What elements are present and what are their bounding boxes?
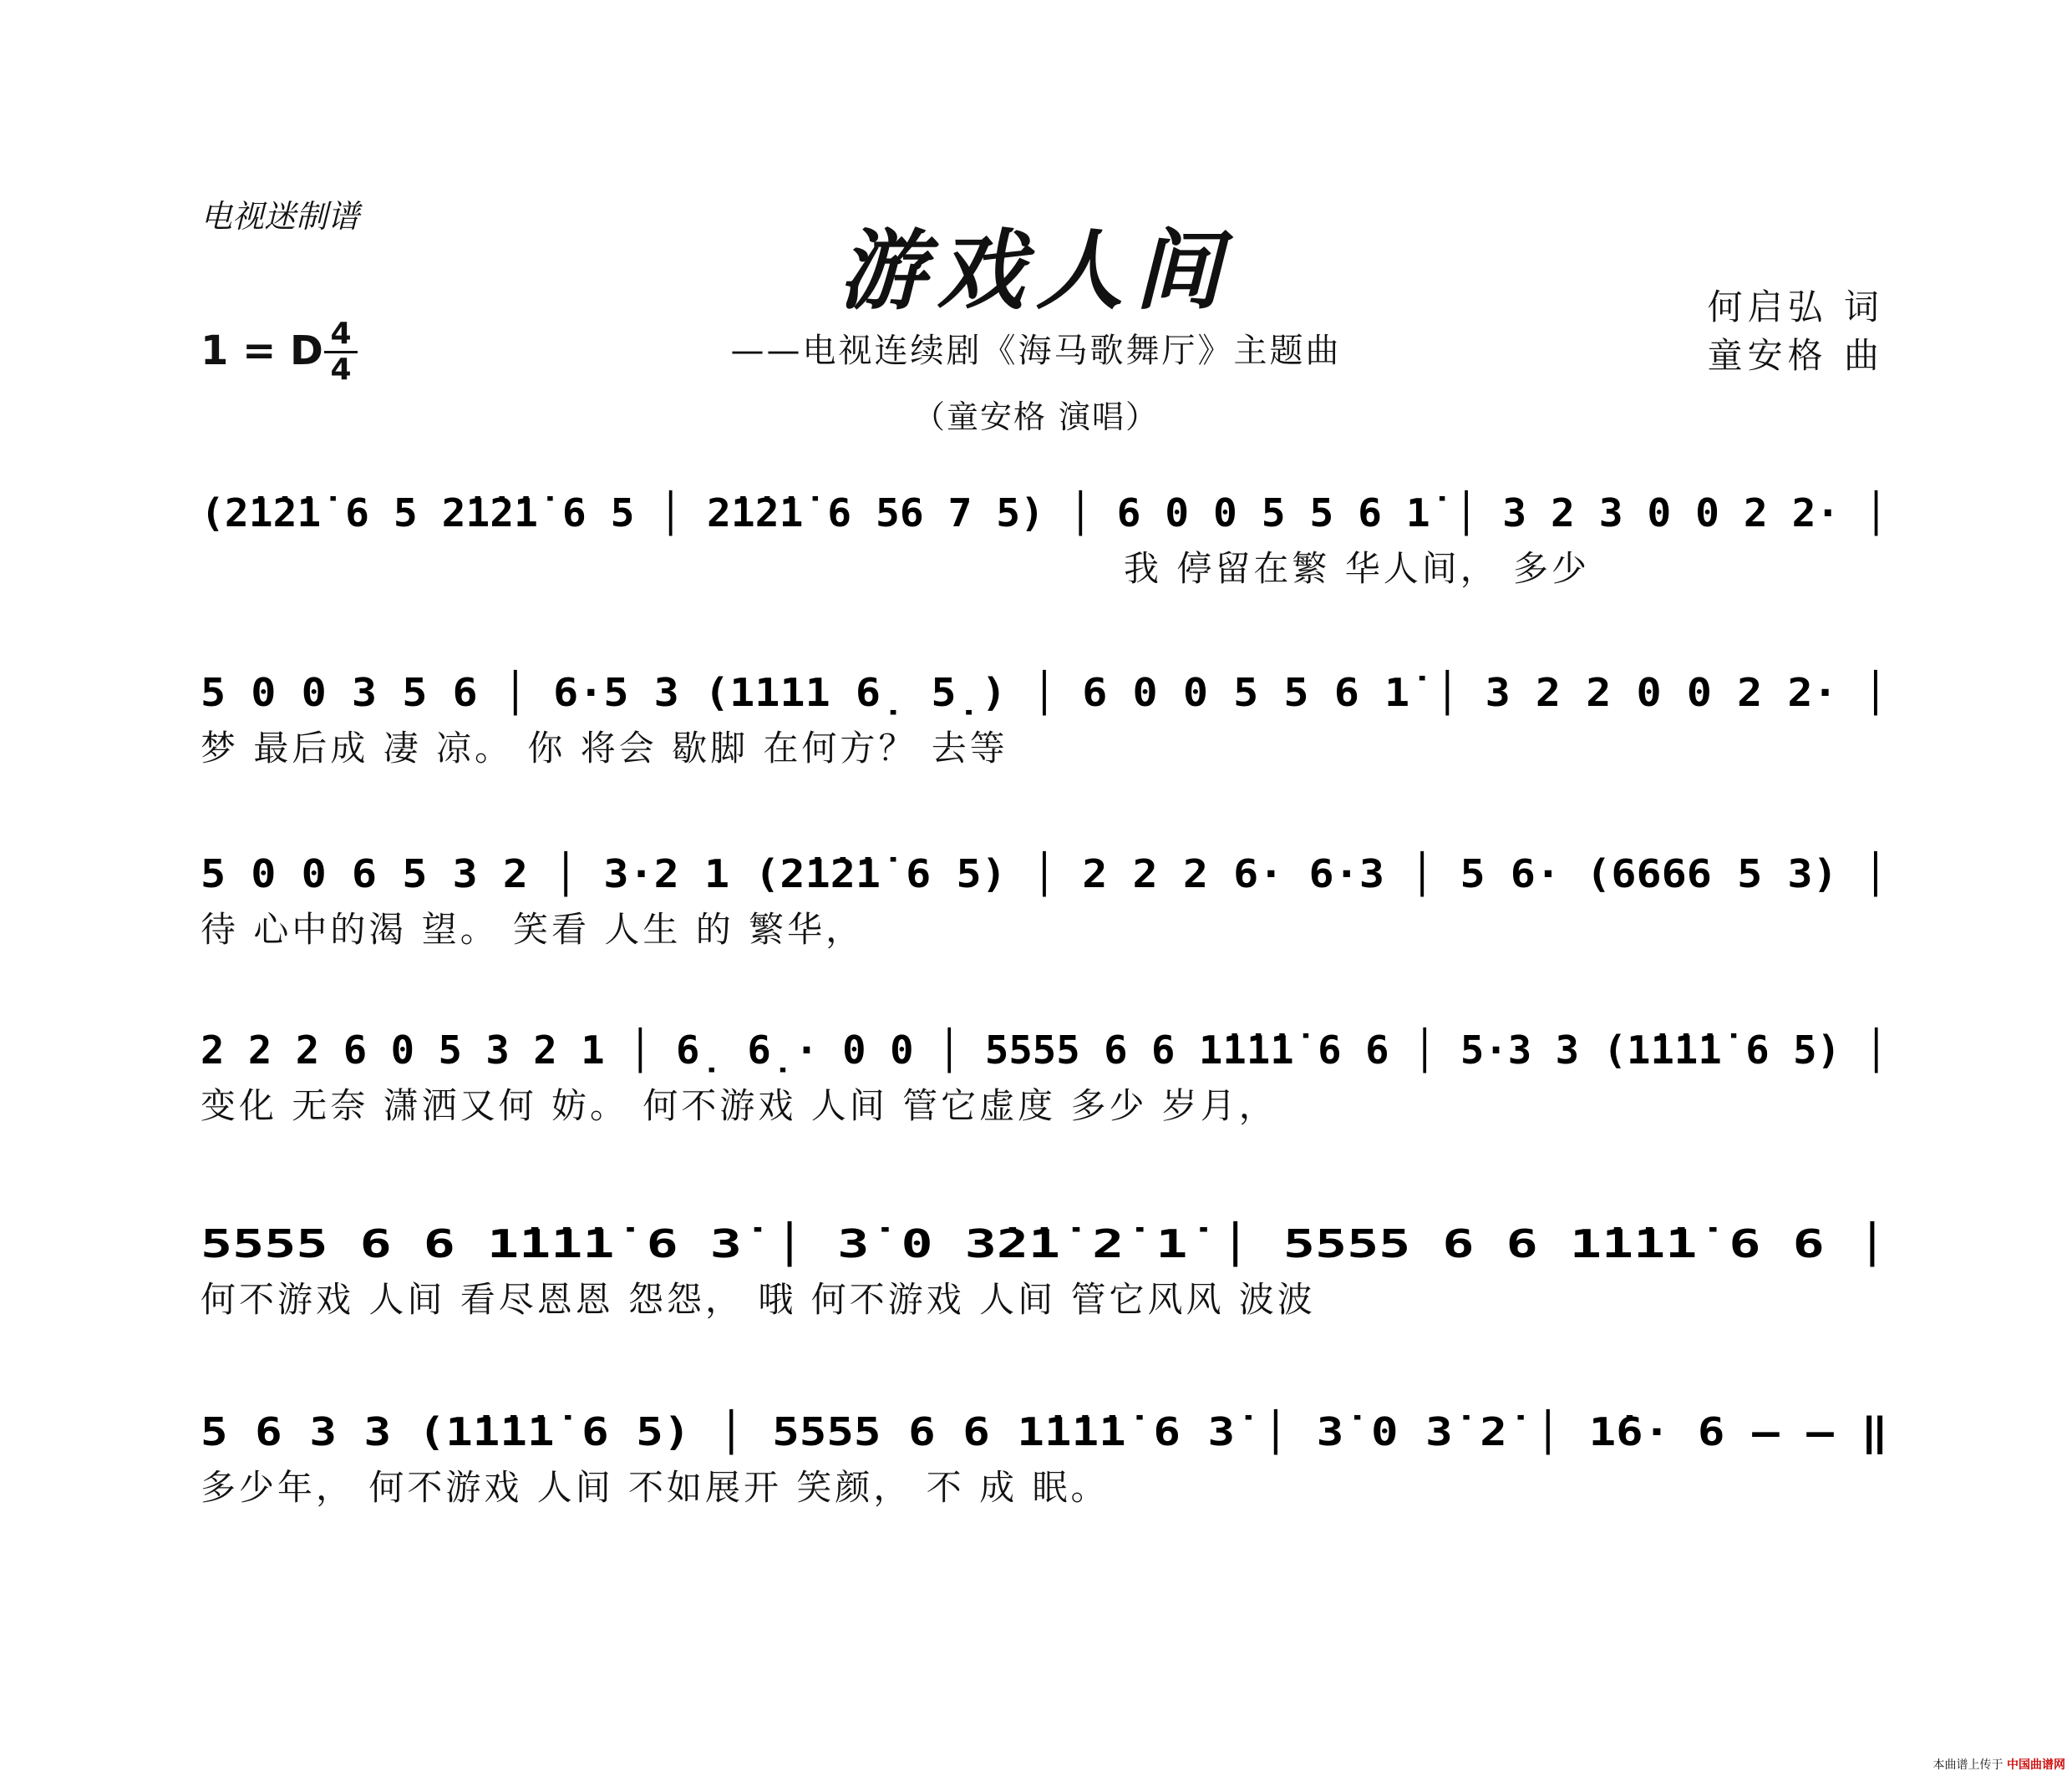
notation-text: 2 2 2 6 0 5 3 2 1 │ 6̣ 6̣· 0 0 │ 5555 6 6 1̇1̇1̇1̇ 6 6 │ 5·3 3 (1̇1̇1̇1̇ 6 5) │	[201, 1028, 1844, 1073]
notation-text: 5 0 0 3 5 6 │ 6·5 3 (1111 6̣ 5̣) │ 6 0 0 5 5 6 1̇ │ 3 2 2 0 0 2 2· │	[201, 670, 1751, 715]
notation-row	[201, 837, 1888, 904]
time-signature-bottom: 4	[330, 353, 352, 387]
lyrics-row: 何不游戏 人间 看尽恩恩 怨怨， 哦 何不游戏 人间 管它风风 波波	[201, 1279, 1316, 1320]
lyrics-row: 我 停留在繁 华人间， 多少	[1124, 548, 1591, 589]
singer-credit: （童安格 演唱）	[912, 398, 1160, 435]
time-signature-top: 4	[330, 317, 352, 351]
notation-row	[201, 1207, 1888, 1274]
song-subtitle: ——电视连续剧《海马歌舞厅》主题曲	[730, 332, 1342, 370]
notation-text: 5 6 3 3 (1̇1̇1̇1̇ 6 5) │ 5555 6 6 1̇1̇1̇1̇ 6 3̇ │ 3̇ 0 3̇ 2̇ │ 1̇6· 6 – – ‖	[201, 1409, 1636, 1454]
notation-svg	[201, 476, 1888, 560]
lyricist-credit: 何启弘 词	[1707, 287, 1884, 327]
composer-credit: 童安格 曲	[1707, 335, 1884, 376]
song-title: 游戏人间	[838, 219, 1233, 322]
notation-text: 5 0 0 6 5 3 2 │ 3·2 1 (2̇1̇2̇1̇ 6 5) │ 2 2 2 6· 6·3 │ 5 6· (6666 5 3) │	[201, 851, 1751, 896]
notation-row	[201, 1013, 1888, 1080]
lyrics-row: 待 心中的渴 望。 笑看 人生 的 繁华，	[201, 909, 865, 950]
notation-text: 5555 6 6 1̇1̇1̇1̇ 6 3̇ │ 3̇ 0 3̇2̇1̇ 2̇ 1̇ │ 5555 6 6 1̇1̇1̇1̇ 6 6 │	[201, 1221, 1427, 1266]
key-signature: 1 = D	[201, 327, 323, 374]
footer-upload-text: 本曲谱上传于	[1932, 1758, 2003, 1772]
notation-row	[201, 476, 1888, 543]
site-logo: 中国曲谱网	[2007, 1758, 2065, 1772]
lyrics-row: 多少年， 何不游戏 人间 不如展开 笑颜， 不 成 眠。	[201, 1467, 1110, 1508]
notation-row	[201, 1395, 1888, 1462]
lyrics-row: 梦 最后成 凄 凉。 你 将会 歇脚 在何方？ 去等	[201, 728, 1008, 769]
transcriber-credit: 电视迷制谱	[201, 198, 360, 235]
time-signature	[324, 319, 358, 385]
notation-text: (2̇1̇2̇1̇ 6 5 2̇1̇2̇1̇ 6 5 │ 2̇1̇2̇1̇ 6 56 7 5) │ 6 0 0 5 5 6 1̇ │ 3 2 3 0 0 2 2· │	[201, 490, 1821, 535]
lyrics-row: 变化 无奈 潇洒又何 妨。 何不游戏 人间 管它虚度 多少 岁月，	[201, 1085, 1277, 1126]
notation-row	[201, 656, 1888, 723]
site-footer	[1933, 1756, 2065, 1773]
